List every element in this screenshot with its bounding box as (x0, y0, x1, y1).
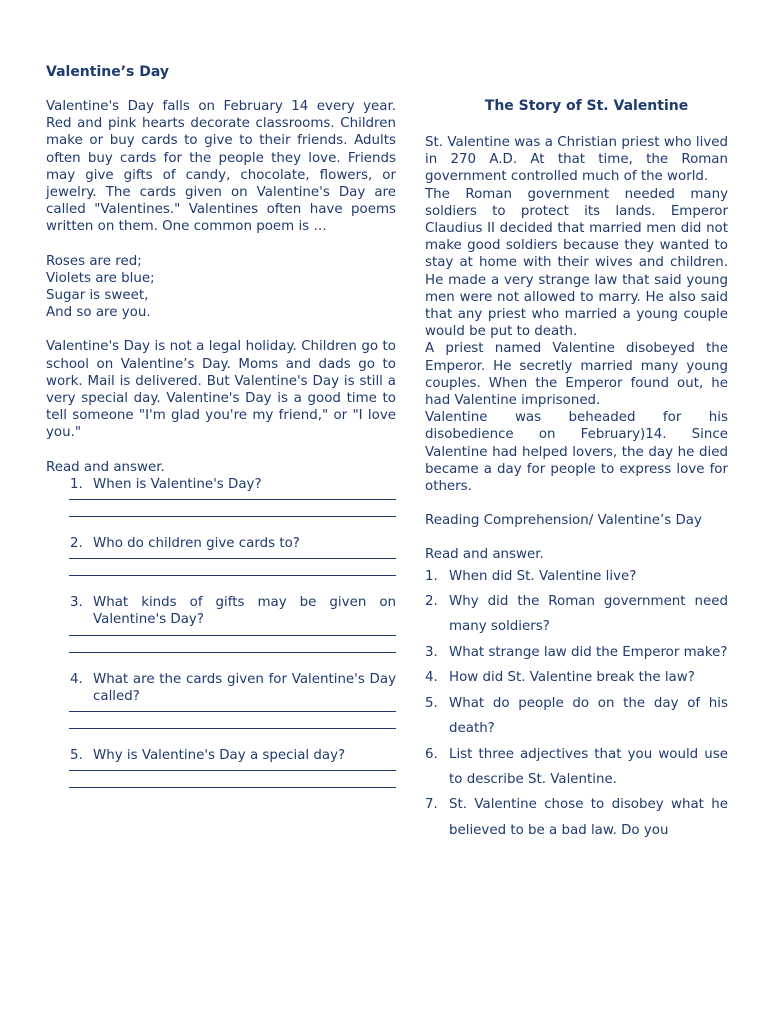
question-text: What strange law did the Emperor make? (449, 644, 728, 660)
story-paragraph: The Roman government needed many soldiers to protect its lands. Emperor Claudius II decided that married men did not make good soldiers because they wanted to stay at home with their wives and children. He made a very strange law that said young men were not allowed to marry. He also said that any priest who married a young couple would be put to death. (425, 186, 728, 340)
question-number: 3. (70, 595, 83, 611)
answer-line[interactable] (69, 499, 396, 500)
answer-line[interactable] (69, 558, 396, 559)
question-item (425, 742, 728, 793)
question-number: 2. (425, 594, 438, 610)
story-title: The Story of St. Valentine (484, 98, 689, 114)
question-text: List three adjectives that you would use to describe St. Valentine. (449, 746, 728, 787)
read-and-answer-heading: Read and answer. (425, 547, 544, 563)
right-column (425, 98, 728, 843)
question-item (46, 747, 396, 788)
question-item (425, 640, 728, 665)
answer-line[interactable] (69, 575, 396, 576)
question-item (425, 691, 728, 742)
question-text: Why is Valentine's Day a special day? (93, 748, 346, 764)
question-item (425, 792, 728, 843)
answer-line[interactable] (69, 635, 396, 636)
story-paragraph: A priest named Valentine disobeyed the Emperor. He secretly married many young couples. When the Emperor found out, he had Valentine imprisoned. (425, 341, 728, 409)
answer-line[interactable] (69, 711, 396, 712)
question-text: What are the cards given for Valentine's Day called? (93, 671, 396, 704)
story-paragraph: Valentine was beheaded for his disobedience on February)14. Since Valentine had helped lovers, the day he died became a day for people to express love for others. (425, 410, 728, 495)
intro-paragraph: Valentine's Day falls on February 14 every year. Red and pink hearts decorate classrooms. Children make or buy cards to give to their friends. Adults often buy cards for the people they love. Friends may give gifts of candy, chocolate, flowers, or jewelry. The cards given on Valentine's Day are called "Valentines." Valentines often have poems written on them. One common poem is … (46, 99, 396, 235)
poem-line: Roses are red; (46, 253, 142, 269)
question-number: 1. (425, 568, 438, 584)
story-paragraph: St. Valentine was a Christian priest who lived in 270 A.D. At that time, the Roman government controlled much of the world. (425, 135, 728, 185)
answer-line[interactable] (69, 516, 396, 517)
question-number: 3. (425, 644, 438, 660)
poem-line: And so are you. (46, 305, 151, 321)
poem-line: Sugar is sweet, (46, 288, 149, 304)
question-number: 4. (425, 670, 438, 686)
question-text: St. Valentine chose to disobey what he believed to be a bad law. Do you (449, 797, 728, 838)
question-number: 5. (425, 695, 438, 711)
question-number: 5. (70, 748, 83, 764)
holiday-paragraph: Valentine's Day is not a legal holiday. Children go to school on Valentine’s Day. Moms and dads go to work. Mail is delivered. But Valentine's Day is still a very special day. Valentine's Day is a good time to tell someone "I'm glad you're my friend," or "I love you." (46, 339, 396, 441)
answer-line[interactable] (69, 770, 396, 771)
question-text: When is Valentine's Day? (93, 476, 262, 492)
poem-line: Violets are blue; (46, 270, 155, 286)
question-number: 2. (70, 536, 83, 552)
question-text: What do people do on the day of his death? (449, 695, 728, 737)
question-text: Why did the Roman government need many soldiers? (449, 594, 728, 635)
question-item (46, 535, 396, 576)
question-text: Who do children give cards to? (93, 536, 300, 552)
question-text: How did St. Valentine break the law? (449, 670, 695, 686)
question-text: When did St. Valentine live? (449, 568, 637, 584)
page-title: Valentine’s Day (46, 64, 170, 80)
read-and-answer-heading: Read and answer. (46, 459, 165, 475)
question-number: 6. (425, 746, 438, 762)
question-number: 7. (425, 797, 438, 813)
question-item (46, 476, 396, 517)
question-item (425, 564, 728, 589)
answer-line[interactable] (69, 652, 396, 653)
left-column (46, 98, 396, 806)
question-number: 1. (70, 476, 83, 492)
answer-line[interactable] (69, 787, 396, 788)
comprehension-heading: Reading Comprehension/ Valentine’s Day (425, 513, 702, 529)
question-number: 4. (70, 671, 83, 687)
question-item (425, 665, 728, 690)
question-item (46, 594, 396, 652)
answer-line[interactable] (69, 728, 396, 729)
question-item (46, 671, 396, 729)
question-item (425, 589, 728, 640)
question-text: What kinds of gifts may be given on Valentine's Day? (93, 595, 396, 628)
